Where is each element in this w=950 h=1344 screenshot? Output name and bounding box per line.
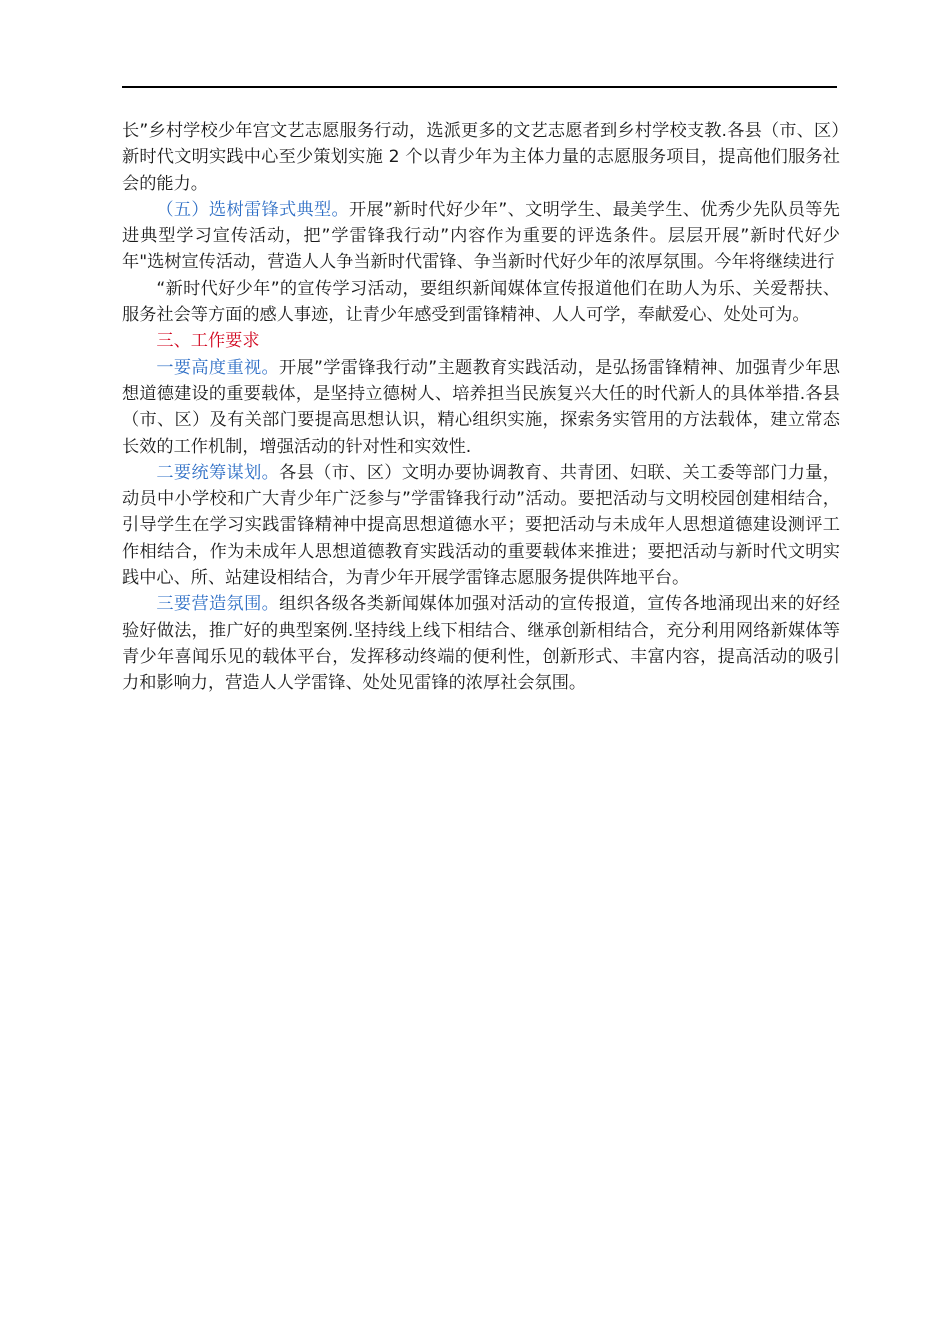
- paragraph-good-youth: [122, 276, 840, 329]
- paragraph-text: 组织各级各类新闻媒体加强对活动的宣传报道，宣传各地涌现出来的好经验好做法，推广好的典型案例.坚持线上线下相结合、继承创新相结合，充分利用网络新媒体等青少年喜闻乐见的载体平台，发挥移动终端的便利性，创新形式、丰富内容，提高活动的吸引力和影响力，营造人人学雷锋、处处见雷锋的浓厚社会氛围。: [122, 594, 840, 694]
- paragraph-continuation: [122, 118, 840, 197]
- paragraph-text: 各县（市、区）文明办要协调教育、共青团、妇联、关工委等部门力量，动员中小学校和广大青少年广泛参与”学雷锋我行动”活动。要把活动与文明校园创建相结合，引导学生在学习实践雷锋精神中提高思想道德水平；要把活动与未成年人思想道德建设测评工作相结合，作为未成年人思想道德教育实践活动的重要载体来推进；要把活动与新时代文明实践中心、所、站建设相结合，为青少年开展学雷锋志愿服务提供阵地平台。: [122, 462, 840, 589]
- paragraph-requirement-3: [122, 591, 840, 696]
- paragraph-text: 开展”学雷锋我行动”主题教育实践活动，是弘扬雷锋精神、加强青少年思想道德建设的重要载体，是坚持立德树人、培养担当民族复兴大任的时代新人的具体举措.各县（市、区）及有关部门要提高思想认识，精心组织实施，探索务实管用的方法载体，建立常态长效的工作机制，增强活动的针对性和实效性.: [122, 357, 840, 457]
- header-rule: [122, 86, 837, 88]
- section-heading-text: 三、工作要求: [156, 331, 260, 352]
- paragraph-text: 长”乡村学校少年宫文艺志愿服务行动，选派更多的文艺志愿者到乡村学校支教.各县（市、区）新时代文明实践中心至少策划实施 2 个以青少年为主体力量的志愿服务项目，提高他们服务社会的能力。: [122, 121, 840, 194]
- paragraph-requirement-1: [122, 355, 840, 460]
- paragraph-text: 开展”新时代好少年”、文明学生、最美学生、优秀少先队员等先进典型学习宣传活动，把”学雷锋我行动”内容作为重要的评选条件。层层开展”新时代好少年"选树宣传活动，营造人人争当新时代雷锋、争当新时代好少年的浓厚氛围。今年将继续进行: [122, 199, 840, 273]
- paragraph-lead: 一要高度重视。: [156, 357, 279, 378]
- paragraph-requirement-2: [122, 460, 840, 591]
- paragraph-text: “新时代好少年”的宣传学习活动，要组织新闻媒体宣传报道他们在助人为乐、关爱帮扶、服务社会等方面的感人事迹，让青少年感受到雷锋精神、人人可学，奉献爱心、处处可为。: [122, 278, 840, 326]
- section-heading: [122, 328, 840, 354]
- paragraph-lead: （五）选树雷锋式典型。: [156, 199, 350, 220]
- paragraph-lead: 三要营造氛围。: [156, 594, 280, 615]
- paragraph-typical-models: [122, 197, 840, 276]
- paragraph-lead: 二要统筹谋划。: [156, 462, 280, 483]
- document-body: [122, 118, 840, 697]
